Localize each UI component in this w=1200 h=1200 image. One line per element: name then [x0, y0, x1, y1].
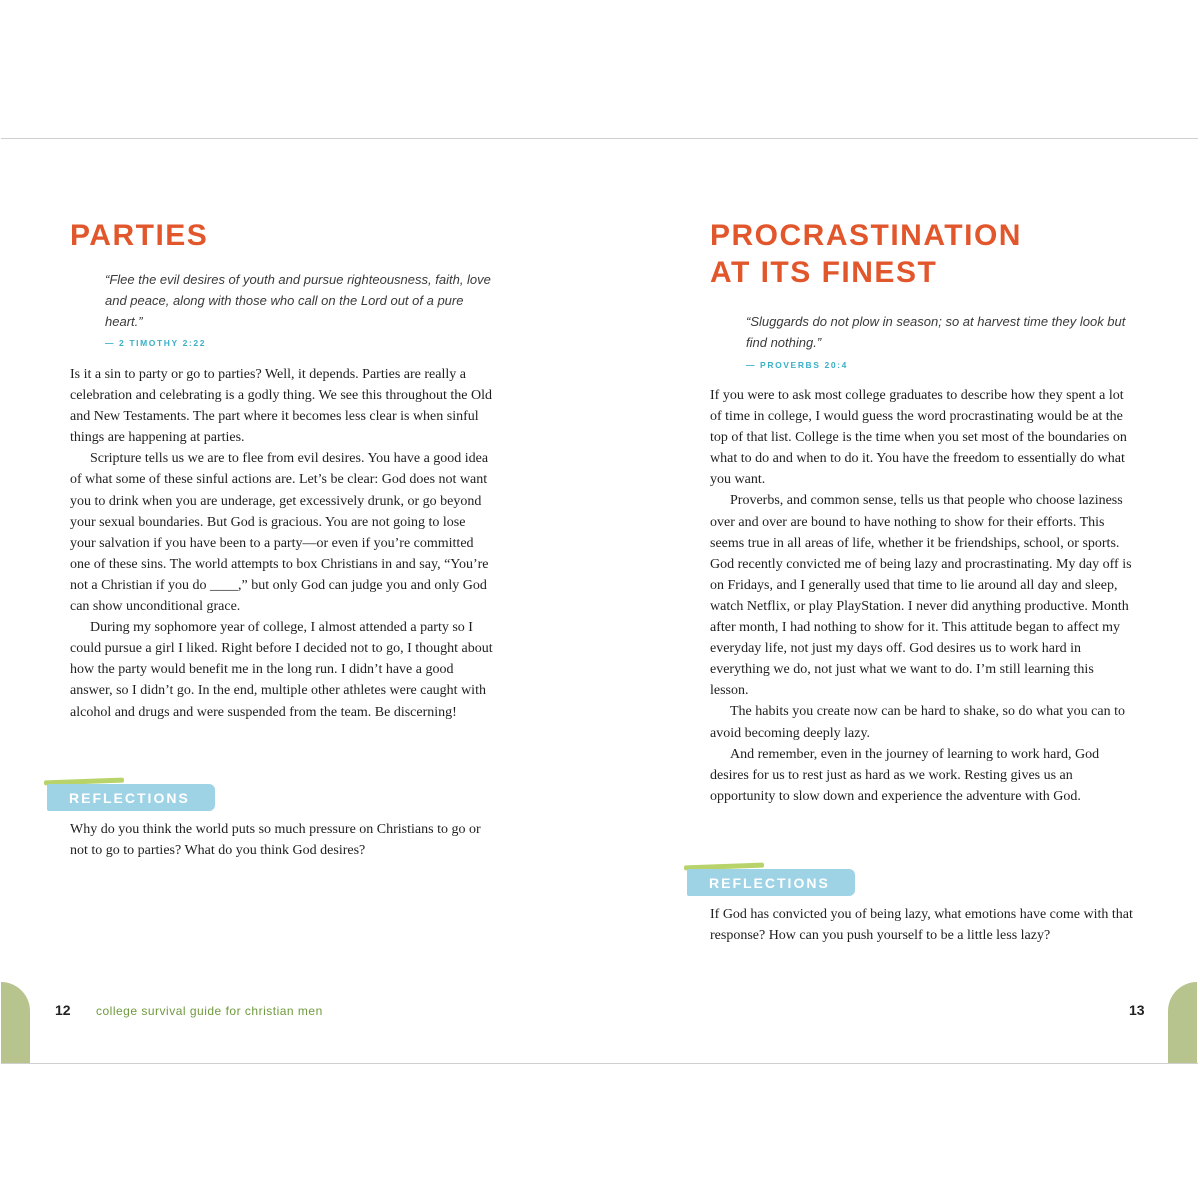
left-reflections-text: Why do you think the world puts so much pressure on Christians to go or not to go to parties? What do you think God desires?	[70, 822, 481, 859]
left-page-title: PARTIES	[70, 219, 209, 252]
right-page	[599, 139, 1197, 1063]
right-title-line-2: AT ITS FINEST	[710, 256, 938, 289]
right-paragraph: The habits you create now can be hard to shake, so do what you can to avoid becoming deeply lazy.	[710, 704, 1125, 741]
book-spread	[1, 138, 1198, 1064]
right-edge-tab	[1168, 982, 1197, 1064]
left-epigraph-citation: — 2 TIMOTHY 2:22	[105, 338, 207, 348]
left-paragraph: During my sophomore year of college, I almost attended a party so I could pursue a girl I liked. Right before I decided not to go, I thought about how the party would benefit me in the long run. I didn’t have a good answer, so I didn’t go. In the end, multiple other athletes were caught with alcohol and drugs and were suspended from the team. Be discerning!	[70, 620, 493, 720]
right-reflections-banner	[684, 864, 859, 898]
left-edge-tab	[1, 982, 30, 1064]
left-paragraph: Scripture tells us we are to flee from evil desires. You have a good idea of what some of these sinful actions are. Let’s be clear: God does not want you to drink when you are underage, get excessively drunk, or go beyond your sexual boundaries. But God is gracious. You are not going to lose your salvation if you have been to a party—or even if you’re committed one of these sins. The world attempts to box Christians in and say, “You’re not a Christian if you do ____,” but only God can judge you and only God can show unconditional grace.	[70, 451, 489, 615]
running-head: college survival guide for christian men	[96, 1004, 323, 1018]
right-title-line-1: PROCRASTINATION	[710, 219, 1022, 252]
right-paragraph: Proverbs, and common sense, tells us that people who choose laziness over and over are bound to have nothing to show for their efforts. This seems true in all areas of life, whether it be friendships, school, or sports. God recently convicted me of being lazy and procrastinating. My day off is on Fridays, and I generally used that time to lie around all day and sleep, watch Netflix, or play PlayStation. I never did anything productive. Month after month, I had nothing to show for it. This attitude began to affect my everyday life, not just my days off. God desires us to work hard in everything we do, not just what we want to do. I’m still learning this lesson.	[710, 493, 1132, 699]
reflections-label: REFLECTIONS	[709, 875, 830, 891]
left-paragraph: Is it a sin to party or go to parties? Well, it depends. Parties are really a celebration and celebrating is a godly thing. We see this throughout the Old and New Testaments. The part where it becomes less clear is when sinful things are happening at parties.	[70, 367, 493, 446]
left-body-text	[70, 364, 494, 723]
left-page-number: 12	[55, 1002, 71, 1018]
right-page-number: 13	[1129, 1002, 1145, 1018]
right-reflections-text: If God has convicted you of being lazy, what emotions have come with that response? How can you push yourself to be a little less lazy?	[710, 907, 1133, 944]
right-body-text	[710, 385, 1134, 807]
right-paragraph: If you were to ask most college graduates to describe how they spent a lot of time in college, I would guess the word procrastinating would be at the top of that list. College is the time when you set most of the boundaries on what to do and when to do it. You have the freedom to essentially do what you want.	[710, 388, 1127, 488]
reflections-label: REFLECTIONS	[69, 790, 190, 806]
right-epigraph: “Sluggards do not plow in season; so at harvest time they look but find nothing.”	[746, 314, 1126, 350]
right-paragraph: And remember, even in the journey of learning to work hard, God desires for us to rest just as hard as we work. Resting gives us an opportunity to slow down and experience the adventure with God.	[710, 746, 1100, 804]
right-page-title	[710, 217, 1022, 291]
left-reflections-banner	[44, 779, 219, 813]
left-page	[1, 139, 599, 1063]
right-epigraph-citation: — PROVERBS 20:4	[746, 360, 848, 370]
left-epigraph: “Flee the evil desires of youth and pursue righteousness, faith, love and peace, along with those who call on the Lord out of a pure heart.”	[105, 272, 491, 329]
